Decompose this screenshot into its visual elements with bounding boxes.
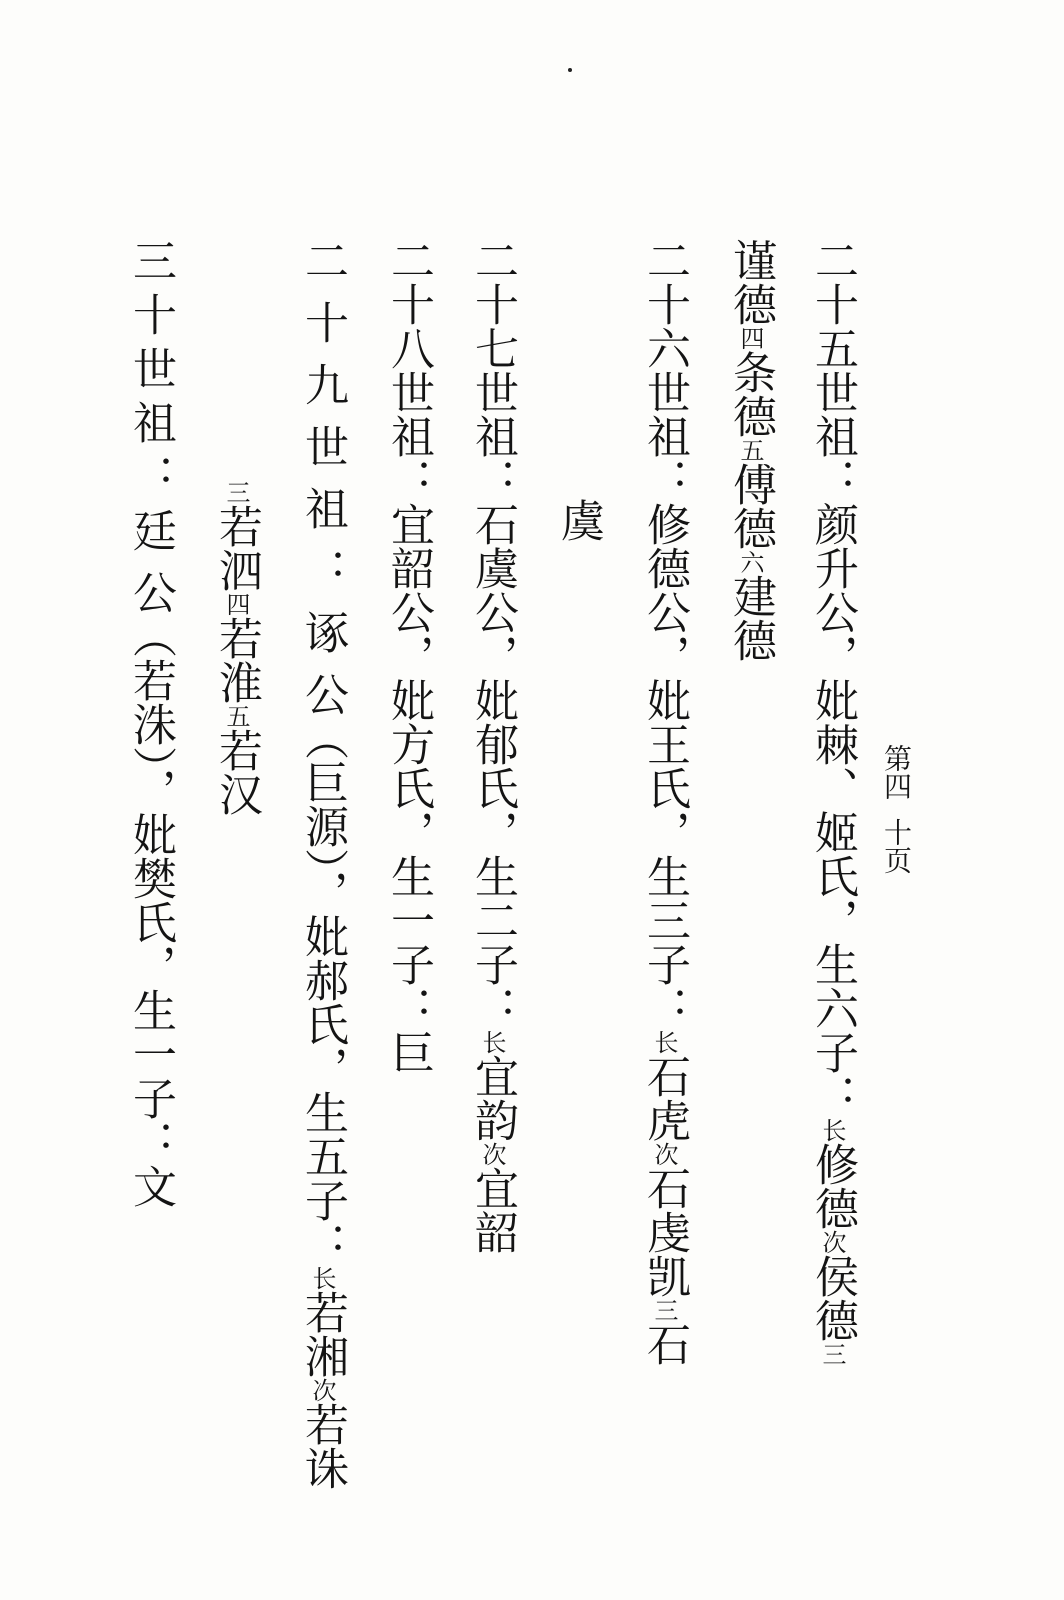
gen25-annot-6: 六 bbox=[736, 550, 764, 574]
gen27-main-text: 二十七世祖：石虞公，妣郁氏，生二子： bbox=[467, 238, 518, 1030]
gen25-main-text: 二十五世祖：颜升公，妣棘、姬氏，生六子： bbox=[807, 238, 858, 1118]
gen29-annot-5: 五 bbox=[222, 704, 250, 728]
column-generation-26 bbox=[639, 238, 690, 1366]
gen26-son-1: 石虎 bbox=[639, 1054, 690, 1142]
column-generation-26-cont bbox=[553, 498, 604, 542]
column-generation-28 bbox=[383, 238, 434, 1074]
gen26-annot-2: 次 bbox=[650, 1142, 678, 1166]
scan-speck bbox=[568, 68, 572, 72]
gen30-main-text-a: 三十世祖：廷 bbox=[125, 238, 176, 562]
gen29-annot-2: 次 bbox=[308, 1378, 336, 1402]
gen26-son-3: 石 bbox=[639, 1322, 690, 1366]
gen29-main-text-a: 二十九世祖：诼 bbox=[297, 238, 348, 672]
column-generation-30 bbox=[125, 238, 176, 1208]
gen25-son-2: 侯德 bbox=[807, 1254, 858, 1342]
gen26-son-2: 石虔凯 bbox=[639, 1166, 690, 1298]
gen25-son-4: 条德 bbox=[725, 350, 776, 438]
gen25-annot-4: 四 bbox=[736, 326, 764, 350]
gen25-annot-3: 三 bbox=[818, 1342, 846, 1366]
gen25-annot-5: 五 bbox=[736, 438, 764, 462]
gen25-son-3: 谨德 bbox=[725, 238, 776, 326]
gen27-son-2: 宜韶 bbox=[467, 1166, 518, 1254]
gen25-son-1: 修德 bbox=[807, 1142, 858, 1230]
gen29-annot-3: 三 bbox=[222, 480, 250, 504]
gen29-annot-1: 长 bbox=[308, 1266, 336, 1290]
column-generation-25 bbox=[807, 238, 858, 1366]
column-generation-25-cont bbox=[725, 238, 776, 662]
gen25-annot-1: 长 bbox=[818, 1118, 846, 1142]
gen27-son-1: 宜韵 bbox=[467, 1054, 518, 1142]
page-number-part1: 第四 bbox=[880, 744, 913, 800]
page-number-part2: 十页 bbox=[880, 818, 913, 874]
gen29-annot-4: 四 bbox=[222, 592, 250, 616]
gen25-annot-2: 次 bbox=[818, 1230, 846, 1254]
gen28-main-text: 二十八世祖：宜韶公，妣方氏，生一子：巨 bbox=[383, 238, 434, 1074]
gen26-main-text: 二十六世祖：修德公，妣王氏，生三子： bbox=[639, 238, 690, 1030]
gen30-main-text-b: 公（若洙），妣樊氏，生一子：文 bbox=[125, 570, 176, 1208]
gen26-annot-1: 长 bbox=[650, 1030, 678, 1054]
gen26-annot-3: 三 bbox=[650, 1298, 678, 1322]
gen25-son-5: 傅德 bbox=[725, 462, 776, 550]
gen29-main-text-b: 公（巨源），妣郝氏，生五子： bbox=[297, 672, 348, 1266]
gen27-annot-2: 次 bbox=[478, 1142, 506, 1166]
column-generation-29-cont bbox=[211, 480, 262, 816]
gen29-son-4: 若淮 bbox=[211, 616, 262, 704]
column-generation-27 bbox=[467, 238, 518, 1254]
gen29-son-3: 若泗 bbox=[211, 504, 262, 592]
page-number bbox=[880, 744, 913, 874]
gen29-son-5: 若汉 bbox=[211, 728, 262, 816]
column-generation-29 bbox=[297, 238, 348, 1490]
gen26-son-3-cont: 虞 bbox=[553, 498, 604, 542]
gen29-son-2: 若诛 bbox=[297, 1402, 348, 1490]
gen29-son-1: 若湘 bbox=[297, 1290, 348, 1378]
gen27-annot-1: 长 bbox=[478, 1030, 506, 1054]
gen25-son-6: 建德 bbox=[725, 574, 776, 662]
